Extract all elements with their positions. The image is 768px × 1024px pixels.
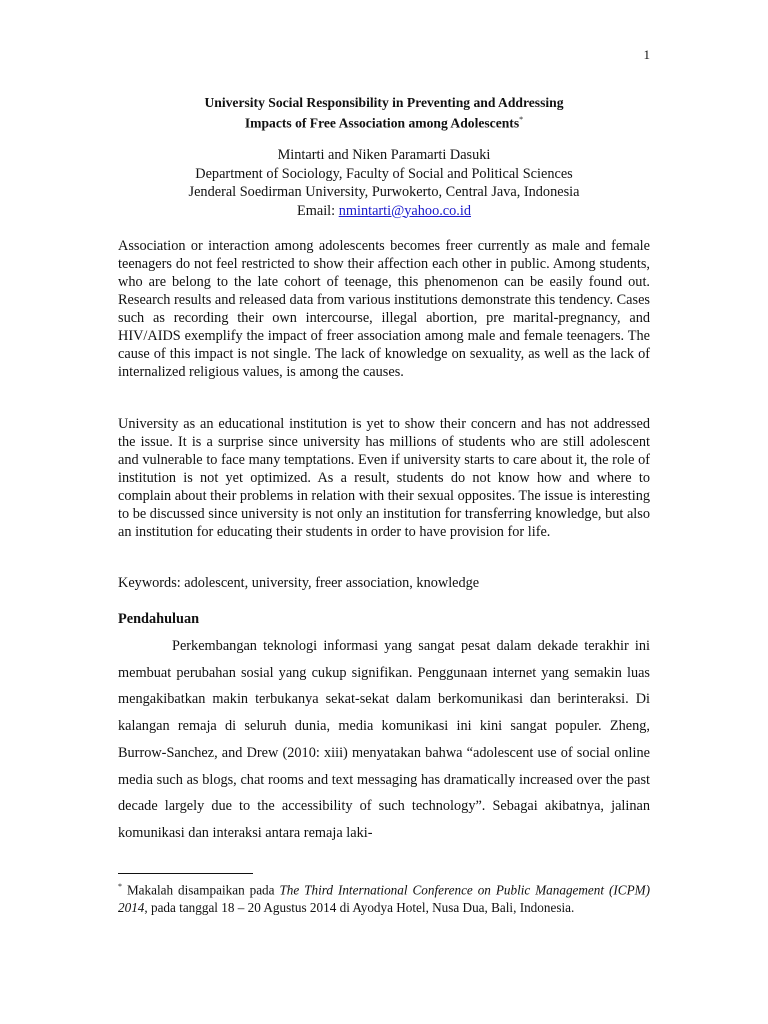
author-university: Jenderal Soedirman University, Purwokerto, Central Java, Indonesia bbox=[188, 184, 580, 200]
title-footnote-marker: * bbox=[519, 115, 524, 124]
author-block bbox=[118, 146, 650, 220]
email-label: Email: bbox=[297, 202, 336, 219]
footnote-marker: * bbox=[118, 882, 122, 891]
section-heading: Pendahuluan bbox=[118, 611, 200, 627]
title-line-1: University Social Responsibility in Preventing and Addressing bbox=[204, 95, 564, 110]
keywords: Keywords: adolescent, university, freer association, knowledge bbox=[118, 575, 480, 591]
abstract-paragraph-1: Association or interaction among adolescents becomes freer currently as male and female teenagers do not feel restricted to show their affection each other in public. Among students, who are belong to the late cohort of teenage, this phenomenon can be easily found out. Research results and released data from various institutions demonstrate this tendency. Cases such as recording their own intercourse, illegal abortion, pre marital-pregnancy, and HIV/AIDS exemplify the impact of freer association among male and female teenagers. The cause of this impact is not single. The lack of knowledge on sexuality, as well as the lack of internalized religious values, is among the causes. bbox=[118, 238, 650, 380]
author-email-line bbox=[118, 202, 650, 221]
author-department: Department of Sociology, Faculty of Social and Political Sciences bbox=[195, 165, 573, 182]
abstract-paragraph-2: University as an educational institution is yet to show their concern and has not addressed the issue. It is a surprise since university has millions of students who are still adolescent and vulnerable to face many temptations. Even if university starts to care about it, the role of institution is not yet optimized. As a result, students do not know how and where to complain about their problems in relation with their sexual opposites. The issue is interesting to be discussed since university is not only an institution for transferring knowledge, but also an institution for educating their students in order to have provision for life. bbox=[118, 416, 650, 540]
page-number: 1 bbox=[643, 47, 650, 62]
footnote bbox=[118, 878, 650, 917]
footnote-divider bbox=[118, 873, 253, 874]
footnote-text-before: Makalah disampaikan pada bbox=[122, 882, 280, 898]
footnote-conference: The Third International Conference on Public Management (ICPM) 2014 bbox=[118, 882, 650, 916]
title-line-2 bbox=[118, 111, 650, 132]
section-body: Perkembangan teknologi informasi yang sangat pesat dalam dekade terakhir ini membuat perubahan sosial yang cukup signifikan. Penggunaan internet yang semakin luas mengakibatkan makin terbukanya sekat-sekat dalam berkomunikasi dan berinteraksi. Di kalangan remaja di seluruh dunia, media komunikasi ini kini sangat populer. Zheng, Burrow-Sanchez, and Drew (2010: xiii) menyatakan bahwa “adolescent use of social online media such as blogs, chat rooms and text messaging has dramatically increased over the past decade largely due to the accessibility of such technology”. Sebagai akibatnya, jalinan komunikasi dan interaksi antara remaja laki- bbox=[118, 638, 650, 841]
title-line-2-text: Impacts of Free Association among Adolescents bbox=[244, 115, 520, 131]
email-link[interactable]: nmintarti@yahoo.co.id bbox=[338, 202, 471, 219]
author-names: Mintarti and Niken Paramarti Dasuki bbox=[277, 147, 491, 163]
footnote-text-after: , pada tanggal 18 – 20 Agustus 2014 di Ayodya Hotel, Nusa Dua, Bali, Indonesia. bbox=[144, 900, 575, 916]
paper-title bbox=[118, 94, 650, 132]
